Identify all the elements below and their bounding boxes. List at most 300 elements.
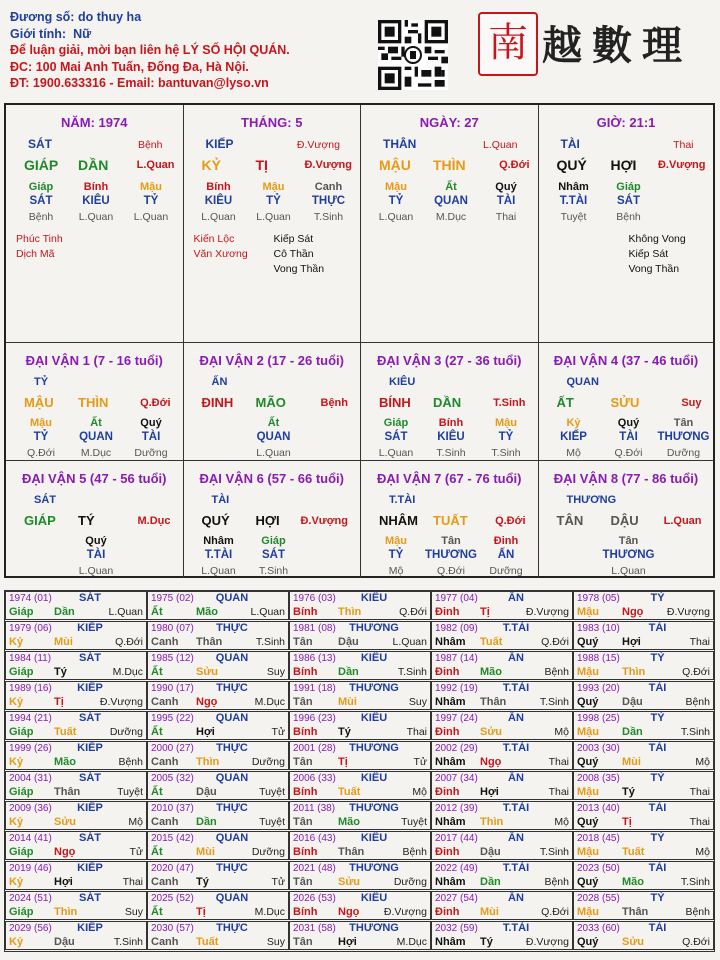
- year-label: 1983 (10): [577, 623, 620, 634]
- year-star: KIÊU: [360, 652, 388, 664]
- year-label: 2025 (52): [151, 893, 194, 904]
- year-can: Nhâm: [435, 696, 466, 708]
- year-cell: [289, 741, 431, 770]
- hidden-god: QUAN: [79, 431, 113, 443]
- dai-van-can: ẤT: [556, 395, 574, 410]
- dai-van-star: ẤN: [211, 376, 228, 388]
- year-cell: [289, 591, 431, 620]
- year-stage: Thai: [548, 786, 569, 798]
- hidden-god: TỶ: [498, 431, 514, 443]
- dai-van-cell: [361, 461, 539, 578]
- hidden-stage: L.Quan: [201, 565, 236, 577]
- year-chi: Tuất: [338, 786, 361, 798]
- year-stage: Mộ: [128, 816, 143, 828]
- year-can: Canh: [151, 876, 179, 888]
- year-label: 1996 (23): [293, 713, 336, 724]
- year-stage: Q.Đới: [541, 636, 569, 648]
- year-cell: [431, 861, 573, 890]
- year-chi: Dậu: [622, 696, 643, 708]
- year-star: ẤN: [508, 712, 524, 724]
- logo-text: 越數理: [542, 22, 692, 69]
- year-cell: [431, 801, 573, 830]
- hidden-stem: Giáp: [383, 417, 409, 429]
- year-cell: [289, 831, 431, 860]
- hidden-stage: T.Sinh: [491, 447, 521, 459]
- year-chi: Tý: [480, 936, 493, 948]
- header-info: [10, 9, 290, 92]
- pillar-chi: DẦN: [78, 157, 109, 173]
- year-label: 1989 (16): [9, 683, 52, 694]
- year-stage: Q.Đới: [115, 636, 143, 648]
- year-star: T.TÀI: [502, 802, 530, 814]
- chart-grid: [4, 103, 715, 578]
- year-chi: Mão: [196, 606, 218, 618]
- pillar-title: THÁNG: 5: [241, 115, 303, 130]
- year-label: 1991 (18): [293, 683, 336, 694]
- pillar-chi-right: Đ.Vượng: [657, 159, 706, 171]
- year-label: 2011 (38): [293, 803, 336, 814]
- year-cell: [147, 831, 289, 860]
- year-can: Giáp: [9, 726, 34, 738]
- year-stage: T.Sinh: [680, 726, 710, 738]
- year-star: ẤN: [508, 592, 524, 604]
- hidden-stem: Nhâm: [203, 535, 234, 547]
- dai-van-cell: [539, 343, 714, 461]
- dai-van-chi: HỢI: [255, 513, 280, 528]
- year-label: 1998 (25): [577, 713, 620, 724]
- year-star: KIẾP: [77, 802, 103, 814]
- hidden-stem: Quý: [495, 181, 517, 193]
- year-chi: Tị: [622, 816, 632, 828]
- year-chi: Dần: [196, 816, 217, 828]
- hidden-stage: L.Quan: [378, 211, 414, 223]
- pillar-star-right: Thai: [673, 139, 694, 151]
- year-label: 1979 (06): [9, 623, 52, 634]
- pillar-chi-right: Đ.Vượng: [304, 159, 352, 171]
- year-chi: Tị: [480, 606, 490, 618]
- year-can: Đinh: [435, 906, 460, 918]
- year-chi: Thân: [54, 786, 81, 798]
- year-can: Tân: [293, 876, 313, 888]
- year-star: SÁT: [79, 772, 101, 784]
- pillar-star-note: Phúc Tinh: [16, 233, 63, 245]
- year-star: KIẾP: [77, 742, 103, 754]
- year-stage: M.Dục: [254, 696, 285, 708]
- year-cell: [5, 711, 147, 740]
- dai-van-chi: TUẤT: [433, 513, 468, 528]
- year-cell: [431, 831, 573, 860]
- year-chi: Mão: [480, 666, 502, 678]
- year-cell: [147, 741, 289, 770]
- hidden-stem: Kỷ: [566, 417, 581, 429]
- year-star: TÀI: [648, 682, 667, 694]
- year-chi: Tị: [196, 906, 206, 918]
- hidden-stem: Mậu: [30, 417, 52, 429]
- year-stage: Tử: [271, 726, 285, 738]
- year-can: Đinh: [435, 846, 460, 858]
- year-can: Nhâm: [435, 636, 466, 648]
- hidden-stage: L.Quan: [378, 447, 414, 459]
- hidden-stage: Mộ: [566, 447, 581, 459]
- year-chi: Ngọ: [54, 846, 76, 858]
- year-label: 2021 (48): [293, 863, 336, 874]
- year-cell: [573, 831, 714, 860]
- brand-logo: [478, 12, 718, 82]
- pillar-star-note: Kiếp Sát: [628, 248, 669, 260]
- year-star: KIÊU: [360, 592, 388, 604]
- year-can: Canh: [151, 756, 179, 768]
- year-label: 1978 (05): [577, 593, 620, 604]
- dai-van-cell: [539, 461, 714, 578]
- year-label: 1980 (07): [151, 623, 194, 634]
- dai-van-chi: TÝ: [78, 513, 95, 528]
- year-star: KIÊU: [360, 712, 388, 724]
- pillar-star-right: L.Quan: [483, 139, 518, 151]
- year-star: THỰC: [216, 862, 248, 874]
- hidden-stem: Mậu: [140, 181, 162, 193]
- pillar-can: KỶ: [201, 157, 221, 173]
- year-label: 1976 (03): [293, 593, 336, 604]
- hidden-stem: Quý: [140, 417, 162, 429]
- year-stage: Đ.Vượng: [666, 606, 710, 618]
- year-star: TỶ: [650, 712, 665, 724]
- year-stage: Suy: [408, 696, 427, 708]
- year-can: Ất: [151, 906, 163, 918]
- year-chi: Tuất: [196, 936, 219, 948]
- pillar-star-note: Văn Xương: [193, 248, 248, 260]
- year-cell: [147, 681, 289, 710]
- hidden-god: TỶ: [266, 195, 281, 207]
- year-stage: Dưỡng: [251, 756, 285, 768]
- hidden-stage: Q.Đới: [437, 565, 465, 577]
- year-chi: Sửu: [338, 876, 361, 888]
- year-stage: Thai: [122, 876, 143, 888]
- year-star: THƯƠNG: [349, 802, 399, 814]
- hidden-god: TÀI: [86, 549, 106, 561]
- year-stage: Bệnh: [544, 666, 569, 678]
- year-label: 2009 (36): [9, 803, 52, 814]
- year-star: THỰC: [216, 622, 248, 634]
- year-stage: Dưỡng: [393, 876, 427, 888]
- year-label: 1974 (01): [9, 593, 52, 604]
- hidden-god: TỶ: [388, 549, 404, 561]
- hidden-god: T.TÀI: [559, 195, 588, 207]
- year-can: Quý: [577, 876, 599, 888]
- year-stage: Tử: [271, 876, 285, 888]
- year-cell: [147, 891, 289, 920]
- year-label: 2019 (46): [9, 863, 52, 874]
- year-cell: [431, 681, 573, 710]
- hidden-stem: Tân: [673, 417, 694, 429]
- year-label: 2008 (35): [577, 773, 620, 784]
- year-stage: Đ.Vượng: [525, 936, 569, 948]
- hidden-stem: Bính: [206, 181, 231, 193]
- year-cell: [289, 651, 431, 680]
- hidden-stem: Mậu: [262, 181, 285, 193]
- year-cell: [5, 861, 147, 890]
- hidden-stage: Bệnh: [616, 211, 641, 223]
- year-cell: [573, 801, 714, 830]
- year-chi: Thân: [338, 846, 365, 858]
- year-label: 2018 (45): [577, 833, 620, 844]
- year-cell: [431, 591, 573, 620]
- year-can: Ất: [151, 846, 163, 858]
- year-can: Nhâm: [435, 816, 466, 828]
- hidden-stem: Mậu: [385, 181, 407, 193]
- dai-van-star: TÀI: [211, 494, 230, 506]
- year-label: 2013 (40): [577, 803, 620, 814]
- year-can: Giáp: [9, 846, 34, 858]
- year-star: KIẾP: [77, 682, 103, 694]
- year-stage: T.Sinh: [539, 846, 569, 858]
- year-cell: [147, 591, 289, 620]
- year-chi: Thìn: [480, 816, 504, 828]
- year-label: 2022 (49): [435, 863, 478, 874]
- dai-van-chi: MÃO: [255, 395, 286, 410]
- hidden-god: QUAN: [434, 195, 468, 207]
- pillar-title: GIỜ: 21:1: [596, 115, 656, 130]
- year-can: Ất: [151, 666, 163, 678]
- hidden-stem: Canh: [314, 181, 343, 193]
- year-stage: Q.Đới: [541, 906, 569, 918]
- year-label: 2024 (51): [9, 893, 52, 904]
- year-label: 1985 (12): [151, 653, 194, 664]
- year-stage: M.Dục: [254, 906, 285, 918]
- year-cell: [147, 621, 289, 650]
- year-cell: [573, 891, 714, 920]
- year-stage: Dưỡng: [251, 846, 285, 858]
- year-star: SÁT: [79, 712, 101, 724]
- year-chi: Sửu: [480, 726, 503, 738]
- year-star: THƯƠNG: [349, 622, 399, 634]
- dai-van-can: GIÁP: [24, 513, 56, 528]
- year-can: Mậu: [577, 606, 599, 618]
- hidden-god: SÁT: [617, 195, 640, 207]
- year-stage: Tuyệt: [117, 786, 143, 798]
- year-can: Tân: [293, 696, 313, 708]
- year-can: Mậu: [577, 666, 599, 678]
- dai-van-cell: [6, 461, 184, 578]
- year-stage: Thai: [548, 756, 569, 768]
- year-chi: Sửu: [622, 936, 645, 948]
- pillar-star-note: Vong Thần: [628, 263, 680, 275]
- year-can: Mậu: [577, 786, 599, 798]
- hidden-god: KIÊU: [204, 195, 233, 207]
- hidden-god: ẤN: [497, 549, 515, 561]
- year-cell: [5, 891, 147, 920]
- year-star: ẤN: [508, 772, 524, 784]
- year-chi: Dậu: [54, 936, 75, 948]
- year-can: Giáp: [9, 666, 34, 678]
- year-stage: Bệnh: [402, 846, 427, 858]
- year-stage: Thai: [406, 726, 427, 738]
- year-chi: Mùi: [196, 846, 215, 858]
- year-chi: Sửu: [54, 816, 77, 828]
- year-star: T.TÀI: [502, 682, 530, 694]
- year-stage: Tử: [129, 846, 143, 858]
- year-star: TÀI: [648, 802, 667, 814]
- hidden-stem: Mậu: [495, 417, 517, 429]
- year-stage: Đ.Vượng: [99, 696, 143, 708]
- year-label: 2000 (27): [151, 743, 194, 754]
- year-label: 1975 (02): [151, 593, 194, 604]
- dai-van-cell: [361, 343, 539, 461]
- year-stage: Tử: [413, 756, 427, 768]
- logo-seal: 南: [478, 12, 538, 76]
- pillar-chi-right: Q.Đới: [499, 159, 530, 171]
- year-label: 1994 (21): [9, 713, 52, 724]
- dai-van-title: ĐẠI VẬN 7 (67 - 76 tuổi): [377, 471, 522, 486]
- year-chi: Dần: [54, 606, 75, 618]
- year-can: Tân: [293, 936, 313, 948]
- year-cell: [573, 591, 714, 620]
- hidden-stage: Dưỡng: [666, 447, 701, 459]
- dai-van-chi: DẬU: [610, 513, 639, 528]
- year-can: Kỷ: [9, 876, 24, 888]
- year-label: 2010 (37): [151, 803, 194, 814]
- pillar-title: NĂM: 1974: [61, 115, 128, 130]
- contact-phone-email: ĐT: 1900.633316 - Email: bantuvan@lyso.vn: [10, 76, 269, 90]
- dai-van-cell: [6, 343, 184, 461]
- year-stage: Tuyệt: [259, 786, 285, 798]
- dai-van-can: TÂN: [556, 513, 584, 528]
- hidden-god: TỶ: [33, 431, 49, 443]
- year-stage: Thai: [689, 636, 710, 648]
- year-star: KIÊU: [360, 832, 388, 844]
- year-star: KIÊU: [360, 892, 388, 904]
- pillar-star-right: Bệnh: [137, 139, 163, 151]
- year-stage: Đ.Vượng: [383, 906, 427, 918]
- hidden-stem: Ất: [267, 417, 280, 429]
- year-star: KIẾP: [77, 622, 103, 634]
- year-chi: Thìn: [54, 906, 78, 918]
- year-cell: [573, 711, 714, 740]
- dai-van-title: ĐẠI VẬN 3 (27 - 36 tuổi): [377, 353, 522, 368]
- year-chi: Hợi: [338, 936, 357, 948]
- pillar-can: QUÝ: [556, 157, 587, 173]
- year-cell: [573, 651, 714, 680]
- year-can: Quý: [577, 636, 599, 648]
- year-chi: Dậu: [480, 846, 501, 858]
- year-star: THƯƠNG: [349, 862, 399, 874]
- year-star: T.TÀI: [502, 862, 530, 874]
- hidden-stage: M.Dục: [435, 211, 467, 223]
- year-star: ẤN: [508, 652, 524, 664]
- year-label: 2029 (56): [9, 923, 52, 934]
- year-chi: Mùi: [54, 636, 73, 648]
- year-chi: Tuất: [622, 846, 645, 858]
- dai-van-right: L.Quan: [663, 515, 702, 527]
- year-cell: [147, 711, 289, 740]
- year-can: Nhâm: [435, 876, 466, 888]
- pillar-star-right: Đ.Vượng: [296, 139, 340, 151]
- year-star: TỶ: [650, 832, 665, 844]
- year-label: 1984 (11): [9, 653, 52, 664]
- year-star: THỰC: [216, 682, 248, 694]
- year-chi: Dậu: [196, 786, 217, 798]
- year-label: 2031 (58): [293, 923, 336, 934]
- year-star: THƯƠNG: [349, 742, 399, 754]
- hidden-stage: T.Sinh: [436, 447, 466, 459]
- hidden-stem: Ất: [90, 417, 102, 429]
- year-cell: [147, 651, 289, 680]
- year-chi: Ngọ: [480, 756, 502, 768]
- hidden-stage: T.Sinh: [258, 565, 289, 577]
- gender-label: Giới tính:: [10, 26, 67, 41]
- year-star: THỰC: [216, 922, 248, 934]
- year-cell: [573, 681, 714, 710]
- year-stage: Dưỡng: [109, 726, 143, 738]
- year-label: 2026 (53): [293, 893, 336, 904]
- year-stage: Mộ: [695, 846, 710, 858]
- year-can: Đinh: [435, 726, 460, 738]
- year-cell: [573, 921, 714, 950]
- year-star: QUAN: [215, 652, 249, 664]
- year-stage: T.Sinh: [539, 696, 569, 708]
- year-label: 2006 (33): [293, 773, 336, 784]
- annual-cycle-table: [4, 590, 715, 952]
- hidden-stem: Quý: [85, 535, 107, 547]
- dai-van-chi: SỬU: [610, 395, 640, 410]
- year-star: SÁT: [79, 652, 101, 664]
- year-stage: Q.Đới: [682, 666, 710, 678]
- dai-van-can: BÍNH: [379, 395, 411, 410]
- hidden-god: KIẾP: [560, 431, 587, 443]
- year-can: Kỷ: [9, 696, 24, 708]
- year-stage: Mộ: [554, 726, 569, 738]
- year-chi: Tị: [54, 696, 64, 708]
- hidden-stage: L.Quan: [133, 211, 169, 223]
- year-can: Bính: [293, 786, 318, 798]
- year-can: Canh: [151, 696, 179, 708]
- year-cell: [289, 921, 431, 950]
- hidden-god: THƯƠNG: [657, 431, 710, 443]
- year-star: ẤN: [508, 892, 524, 904]
- year-cell: [289, 681, 431, 710]
- year-label: 2030 (57): [151, 923, 194, 934]
- year-label: 2007 (34): [435, 773, 478, 784]
- year-stage: T.Sinh: [255, 636, 285, 648]
- year-can: Mậu: [577, 906, 599, 918]
- hidden-stem: Mậu: [385, 535, 407, 547]
- year-chi: Ngọ: [338, 906, 360, 918]
- dai-van-title: ĐẠI VẬN 2 (17 - 26 tuổi): [199, 353, 344, 368]
- pillar-star-note: Cô Thần: [273, 248, 314, 260]
- year-can: Bính: [293, 846, 318, 858]
- year-star: THƯƠNG: [349, 922, 399, 934]
- year-stage: Tuyệt: [259, 816, 285, 828]
- hidden-stem: Giáp: [616, 181, 641, 193]
- year-can: Đinh: [435, 666, 460, 678]
- dai-van-can: QUÝ: [201, 513, 230, 528]
- pillar-chi: TỊ: [255, 157, 268, 173]
- year-label: 2020 (47): [151, 863, 194, 874]
- year-stage: Q.Đới: [399, 606, 427, 618]
- year-star: TỶ: [650, 592, 665, 604]
- year-stage: Mộ: [695, 756, 710, 768]
- year-label: 1997 (24): [435, 713, 478, 724]
- pillar-star-left: THÂN: [383, 137, 417, 151]
- hidden-stem: Ất: [445, 181, 457, 193]
- year-label: 1992 (19): [435, 683, 478, 694]
- hidden-stage: Dưỡng: [489, 565, 523, 577]
- year-chi: Ngọ: [196, 696, 218, 708]
- year-star: KIÊU: [360, 772, 388, 784]
- year-stage: Thai: [689, 786, 710, 798]
- year-cell: [289, 711, 431, 740]
- year-can: Kỷ: [9, 936, 24, 948]
- year-stage: Suy: [266, 666, 285, 678]
